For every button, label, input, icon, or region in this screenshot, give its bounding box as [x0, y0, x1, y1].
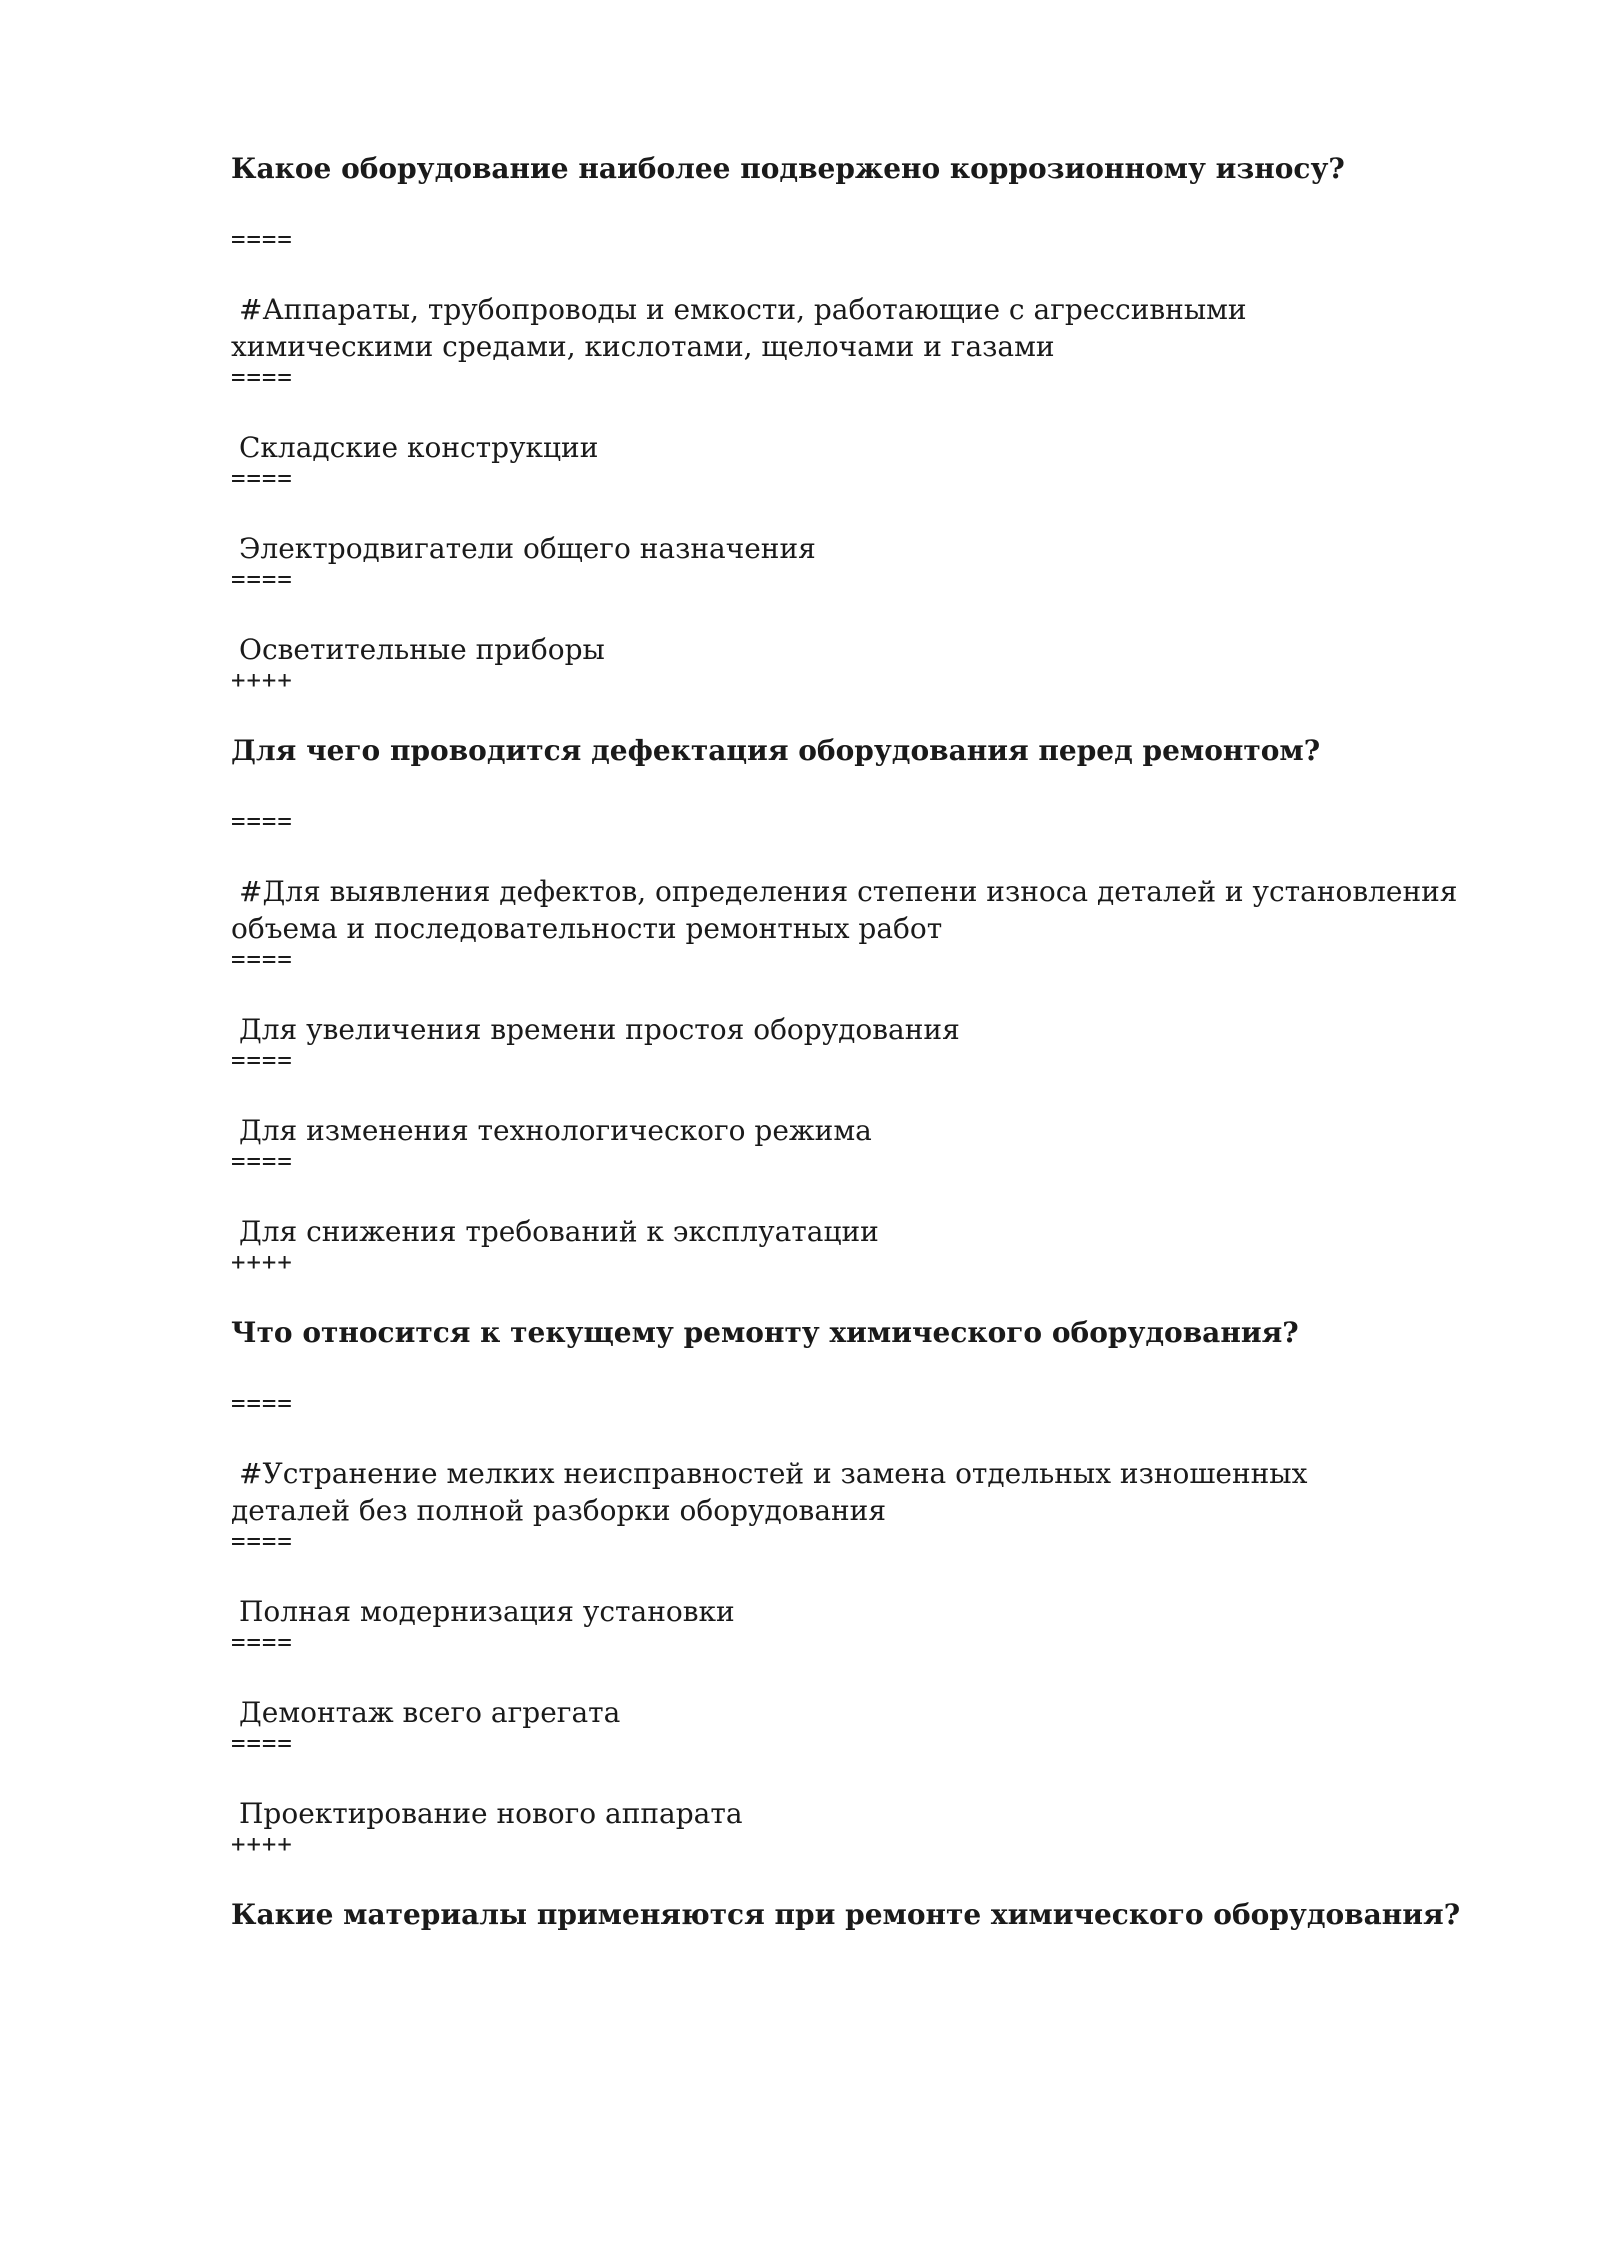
separator: ==== — [231, 1389, 293, 1417]
answer-option: Демонтаж всего агрегата — [239, 1696, 621, 1729]
separator: ==== — [231, 1046, 293, 1074]
separator: ==== — [231, 1729, 293, 1757]
answer-correct: #Устранение мелких неисправностей и замена отдельных изношенных деталей без полной разборки оборудования — [231, 1457, 1308, 1527]
answer-option: Для снижения требований к эксплуатации — [239, 1215, 879, 1248]
separator: ==== — [231, 807, 293, 835]
answer-option: Для изменения технологического режима — [239, 1114, 872, 1147]
question-text: Для чего проводится дефектация оборудования перед ремонтом? — [231, 734, 1321, 767]
question-block — [231, 732, 1521, 1314]
end-marker: ++++ — [231, 1248, 293, 1276]
answer-option: Складские конструкции — [239, 431, 599, 464]
question-text: Какие материалы применяются при ремонте химического оборудования? — [231, 1898, 1461, 1931]
answer-option: Осветительные приборы — [239, 633, 605, 666]
separator: ==== — [231, 1147, 293, 1175]
question-block — [231, 150, 1521, 732]
answer-option: Электродвигатели общего назначения — [239, 532, 816, 565]
question-text: Что относится к текущему ремонту химического оборудования? — [231, 1316, 1299, 1349]
end-marker: ++++ — [231, 1830, 293, 1858]
separator: ==== — [231, 464, 293, 492]
separator: ==== — [231, 363, 293, 391]
question-text: Какое оборудование наиболее подвержено коррозионному износу? — [231, 152, 1345, 185]
answer-correct: #Для выявления дефектов, определения степени износа деталей и установления объема и последовательности ремонтных работ — [231, 875, 1458, 945]
separator: ==== — [231, 225, 293, 253]
answer-option: Полная модернизация установки — [239, 1595, 735, 1628]
separator: ==== — [231, 1628, 293, 1656]
separator: ==== — [231, 1527, 293, 1555]
question-block — [231, 1896, 1521, 1933]
separator: ==== — [231, 945, 293, 973]
separator: ==== — [231, 565, 293, 593]
question-block — [231, 1314, 1521, 1896]
end-marker: ++++ — [231, 666, 293, 694]
answer-option: Для увеличения времени простоя оборудования — [239, 1013, 960, 1046]
answer-option: Проектирование нового аппарата — [239, 1797, 743, 1830]
document-page — [231, 150, 1521, 1933]
answer-correct: #Аппараты, трубопроводы и емкости, работающие с агрессивными химическими средами, кислотами, щелочами и газами — [231, 293, 1247, 363]
